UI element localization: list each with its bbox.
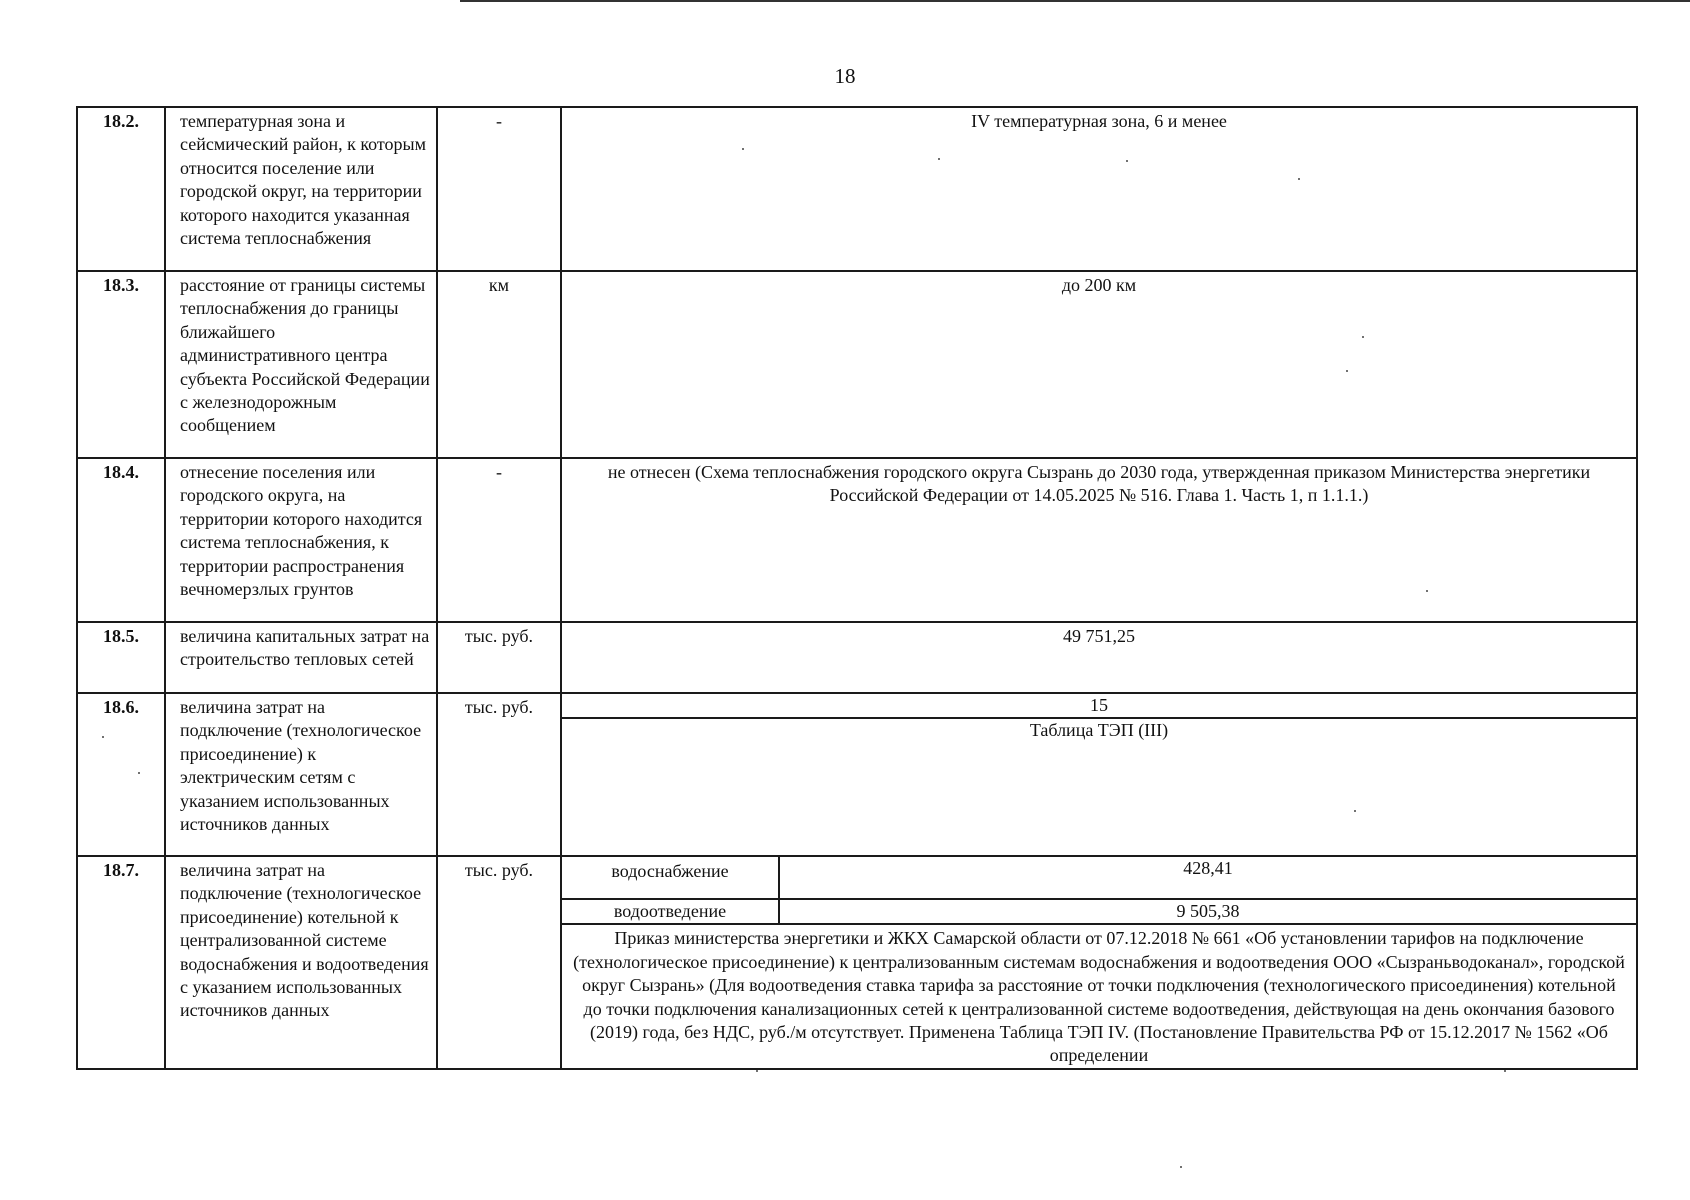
row-value-split — [561, 693, 1637, 856]
row-value: до 200 км — [561, 271, 1637, 458]
row-unit: тыс. руб. — [437, 856, 561, 1069]
scan-speck — [102, 736, 104, 738]
row-unit: тыс. руб. — [437, 693, 561, 856]
scan-speck — [1180, 1166, 1182, 1168]
scan-speck — [1504, 1070, 1506, 1072]
sub-label: водоснабжение — [562, 857, 779, 899]
row-value: IV температурная зона, 6 и менее — [561, 107, 1637, 271]
row-number: 18.2. — [77, 107, 165, 271]
scan-speck — [1346, 370, 1348, 372]
row-description: величина капитальных затрат на строительство тепловых сетей — [165, 622, 437, 693]
row-value: не отнесен (Схема теплоснабжения городского округа Сызрань до 2030 года, утвержденная приказом Министерства энергетики Российской Федерации от 14.05.2025 № 516. Глава 1. Часть 1, п 1.1.1.) — [561, 458, 1637, 622]
scan-speck — [1426, 590, 1428, 592]
data-table — [76, 106, 1638, 1070]
table-row — [77, 271, 1637, 458]
row-description: величина затрат на подключение (технологическое присоединение) котельной к централизованной системе водоснабжения и водоотведения с указанием использованных источников данных — [165, 856, 437, 1069]
scan-speck — [1126, 160, 1128, 162]
row-description: температурная зона и сейсмический район, к которым относится поселение или городской округ, на территории которого находится указанная система теплоснабжения — [165, 107, 437, 271]
source-note: Приказ министерства энергетики и ЖКХ Самарской области от 07.12.2018 № 661 «Об установлении тарифов на подключение (технологическое присоединение) к централизованным системам водоснабжения и водоотведения ООО «Сызраньводоканал», городской округ Сызрань» (Для водоотведения ставка тарифа за расстояние от точки подключения (технологического присоединения) котельной до точки подключения канализационных сетей к централизованной системе водоотведения, действующая на день окончания базового (2019) года, без НДС, руб./м отсутствует. Применена Таблица ТЭП IV. (Постановление Правительства РФ от 15.12.2017 № 1562 «Об определении — [573, 928, 1625, 1066]
row-number: 18.5. — [77, 622, 165, 693]
table-row — [77, 693, 1637, 856]
row-value-source: Таблица ТЭП (III) — [1029, 720, 1169, 740]
table-row — [77, 107, 1637, 271]
sub-table — [562, 857, 1636, 925]
sub-value: 428,41 — [779, 857, 1636, 899]
table-row — [77, 856, 1637, 1069]
row-unit: - — [437, 107, 561, 271]
row-unit: тыс. руб. — [437, 622, 561, 693]
row-value-split — [561, 856, 1637, 1069]
row-number: 18.3. — [77, 271, 165, 458]
row-unit: км — [437, 271, 561, 458]
row-number: 18.7. — [77, 856, 165, 1069]
table-row — [77, 458, 1637, 622]
row-unit: - — [437, 458, 561, 622]
table-row — [77, 622, 1637, 693]
sub-row — [562, 857, 1636, 899]
row-value-amount: 15 — [562, 694, 1636, 719]
row-value: 49 751,25 — [561, 622, 1637, 693]
sub-value: 9 505,38 — [779, 899, 1636, 924]
scan-speck — [756, 1070, 758, 1072]
scan-speck — [1362, 336, 1364, 338]
row-description: величина затрат на подключение (технологическое присоединение) к электрическим сетям с указанием использованных источников данных — [165, 693, 437, 856]
scan-speck — [138, 772, 140, 774]
row-description: расстояние от границы системы теплоснабжения до границы ближайшего административного центра субъекта Российской Федерации с железнодорожным сообщением — [165, 271, 437, 458]
scan-speck — [1298, 178, 1300, 180]
top-edge-line — [460, 0, 1690, 2]
sub-row — [562, 899, 1636, 924]
scan-speck — [742, 148, 744, 150]
row-number: 18.6. — [77, 693, 165, 856]
page-number: 18 — [834, 64, 856, 88]
sub-label: водоотведение — [562, 899, 779, 924]
scan-speck — [1354, 810, 1356, 812]
row-description: отнесение поселения или городского округа, на территории которого находится система теплоснабжения, к территории распространения вечномерзлых грунтов — [165, 458, 437, 622]
row-number: 18.4. — [77, 458, 165, 622]
scan-speck — [938, 158, 940, 160]
